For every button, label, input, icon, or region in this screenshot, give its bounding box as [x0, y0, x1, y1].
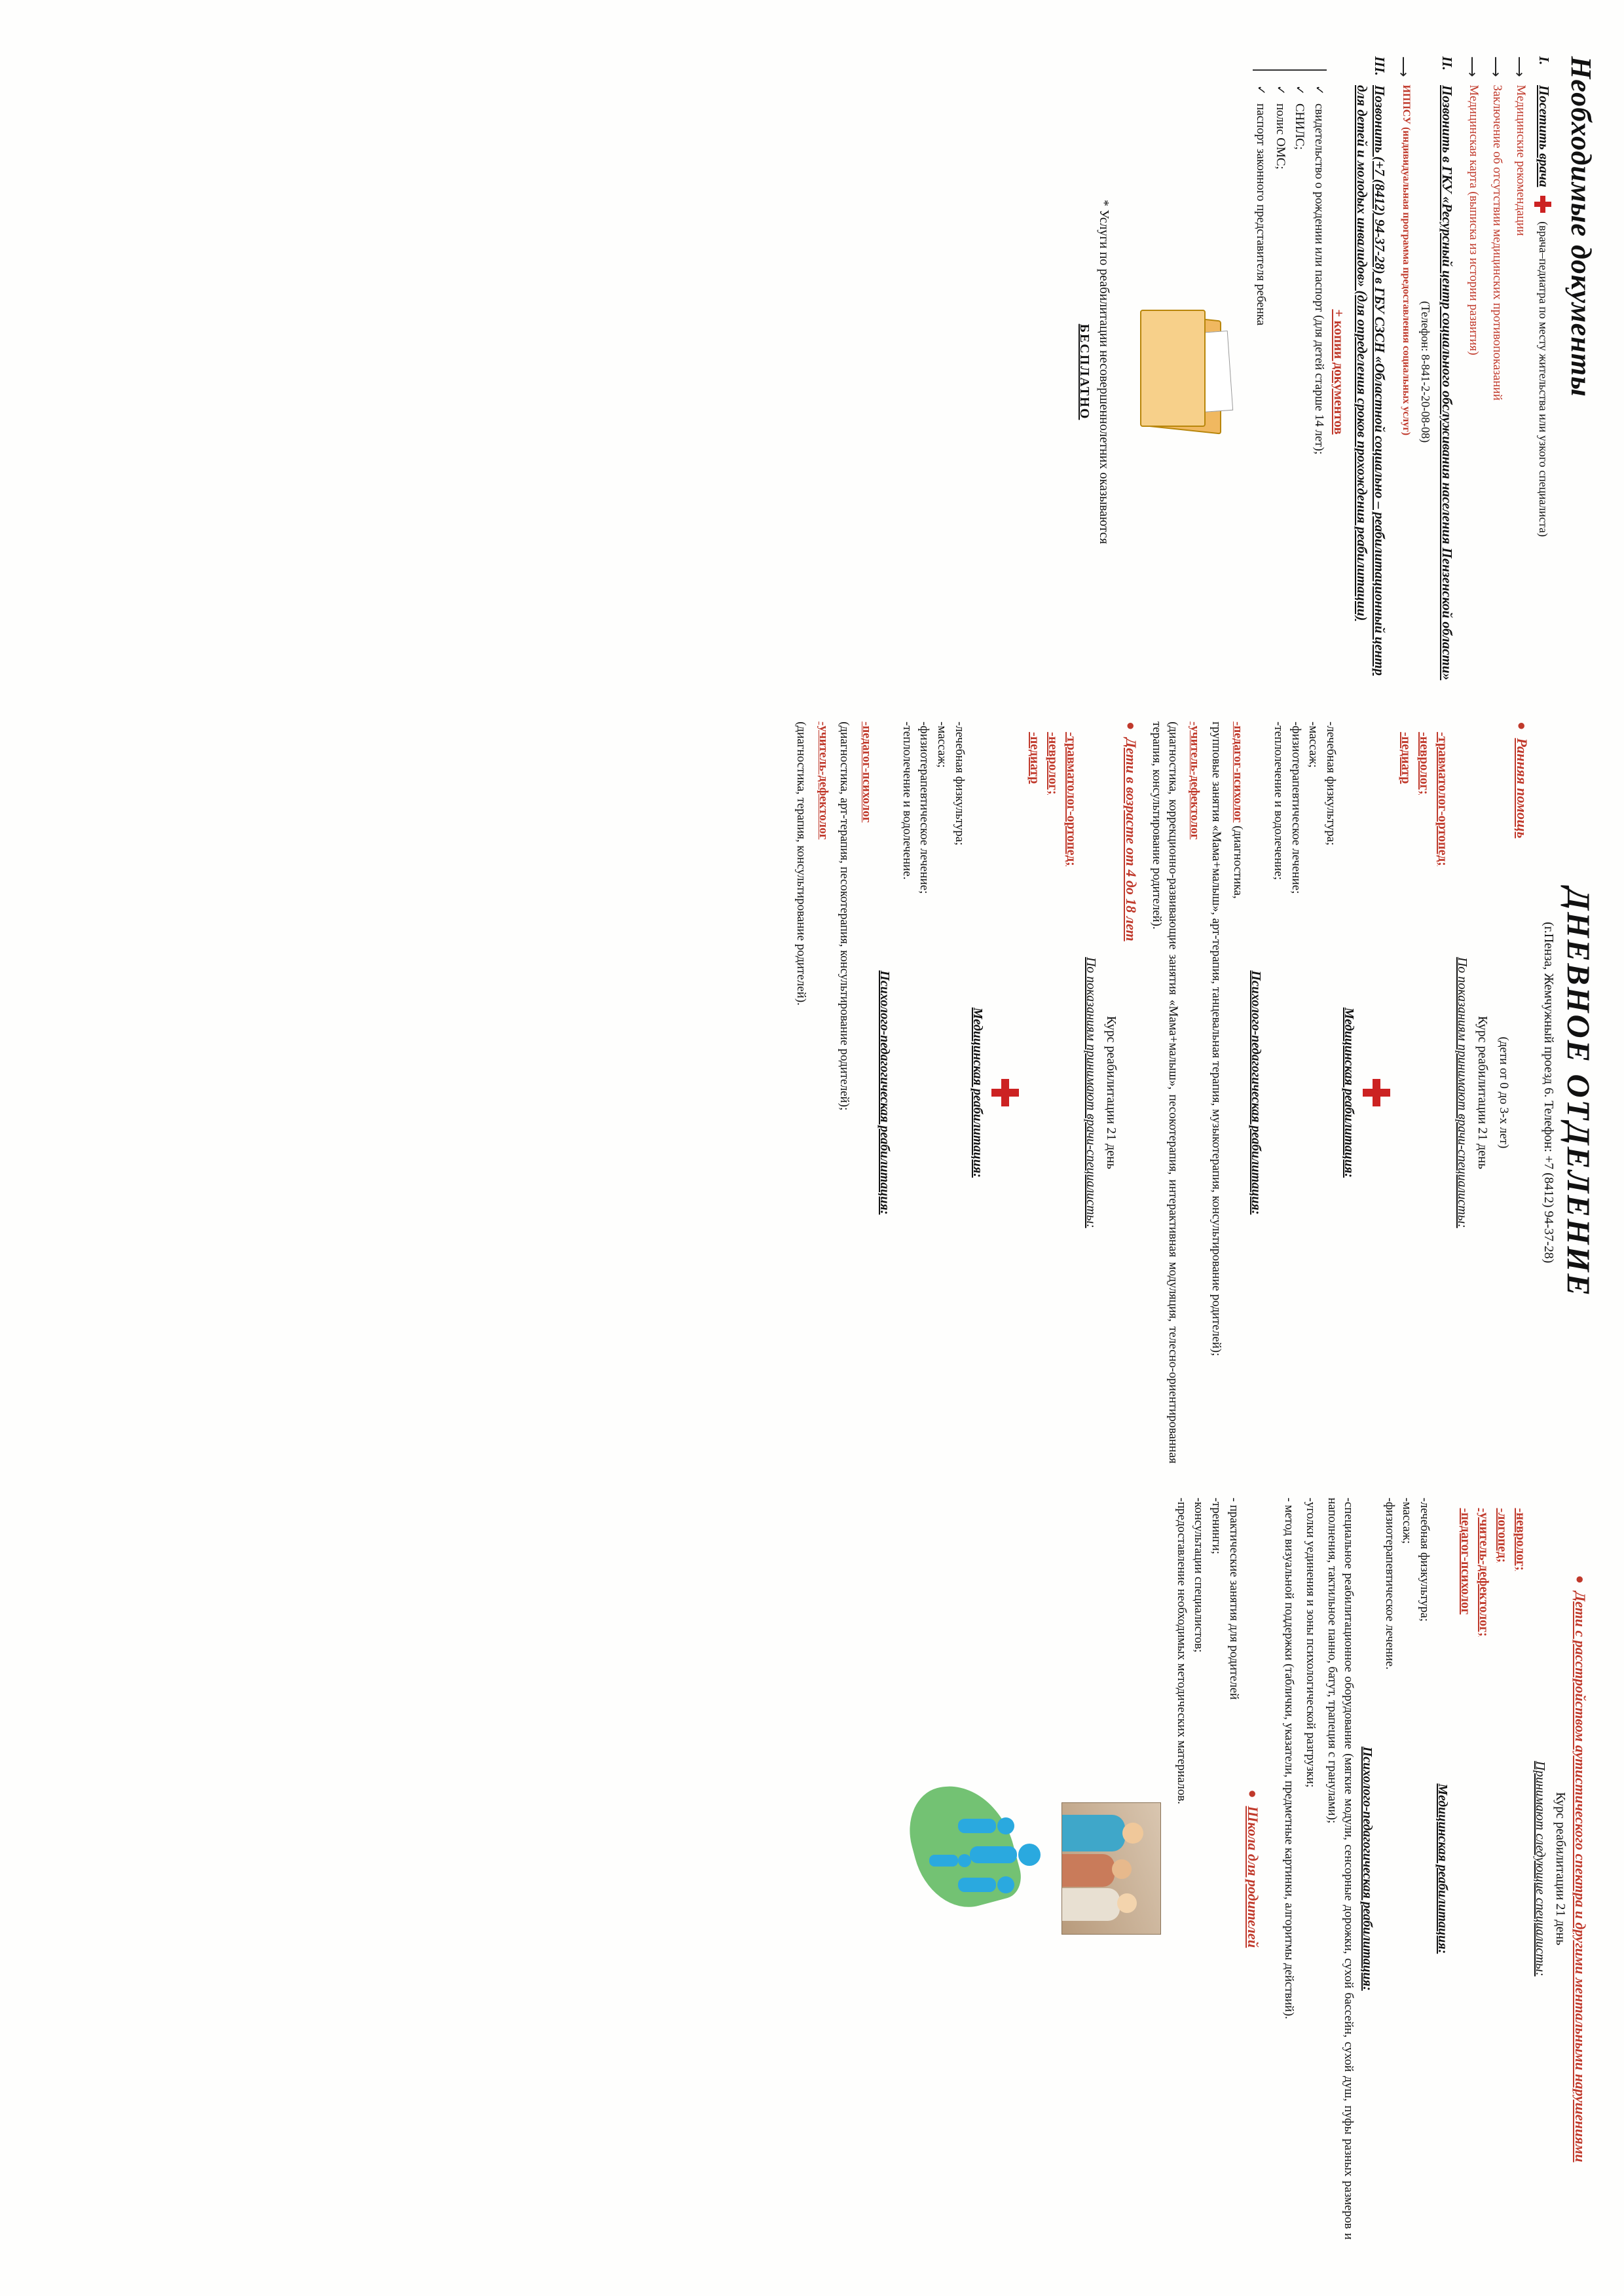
line-item: -теплолечение и водолечение;	[1271, 721, 1285, 881]
arrow-icon: ⟶	[1395, 56, 1412, 77]
arrow-icon: ⟶	[1511, 56, 1528, 77]
children-psy-note-2: (диагностика, терапия, консультирование родителей).	[794, 721, 809, 1006]
branch-row-ippsu	[1396, 56, 1412, 687]
line-item: -предоставление необходимых методических материалов.	[1174, 1497, 1189, 1804]
children-course: Курс реабилитации 21 день	[1103, 1015, 1118, 1169]
resource-center-phone: (Телефон: 8-841-2-20-08-08)	[1418, 301, 1432, 443]
branch-label-1: Медицинские рекомендации	[1513, 84, 1528, 236]
children-specialists	[1025, 721, 1080, 1463]
ippsu-label: ИППСУ (индивидуальная программа предоставления социальных услуг)	[1400, 84, 1412, 436]
documents-bracket	[1253, 69, 1327, 687]
list-item-2	[1439, 56, 1456, 687]
early-help-course: Курс реабилитации 21 день	[1475, 1015, 1490, 1169]
children-psy-note-1: (диагностика, арт-терапия, песокотерапия, консультирование родителей);	[838, 721, 852, 1111]
specialist-item: -учитель-дефектолог;	[1477, 1508, 1491, 1637]
children-photo-icon	[1061, 1802, 1161, 1935]
bullet-icon: ●	[1514, 721, 1530, 731]
documents-checklist	[1253, 80, 1327, 687]
list-item-1	[1534, 56, 1553, 687]
early-help-psy-specialists	[1230, 721, 1246, 1463]
children-medical-lines	[898, 721, 967, 1463]
column-documents	[26, 39, 1598, 704]
early-help-specialists	[1397, 721, 1452, 1463]
item-3-lead: Позвонить (+7 (8412) 94-37-28) в ГБУ СЗСН «Областной социально – реабилитационный центр для детей и молодых инвалидов» (для определения сроков прохождения реабилитации)	[1354, 85, 1388, 676]
autism-psy-text-3: - метод визуальной поддержки (таблички, указатели, предметные картинки, алгоритмы действий).	[1282, 1497, 1296, 2020]
autism-psy-text-2: -уголки уединения и зоны психологической разгрузки;	[1303, 1497, 1318, 1788]
line-item: -теплолечение и водолечение.	[900, 721, 914, 880]
early-help-psy-head: Психолого-педагогическая реабилитация:	[1249, 970, 1264, 1215]
line-item: -лечебная физкультура;	[1418, 1497, 1431, 1622]
line-item: -лечебная физкультура;	[952, 721, 967, 846]
block-children-title: Дети в возрасте от 4 до 18 лет	[1122, 738, 1139, 941]
block-autism-title: Дети с расстройством аутистического спектра и другими ментальными нарушениями	[1572, 1592, 1589, 2162]
psy-specialist-item: -учитель-дефектолог	[817, 721, 831, 840]
line-item: -тренинги;	[1209, 1497, 1223, 1555]
block-autism-header	[1572, 1498, 1589, 2240]
specialist-item: -педиатр	[1399, 732, 1413, 784]
line-item: -консультации специалистов;	[1192, 1497, 1206, 1653]
page-title: Необходимые документы	[1565, 56, 1597, 397]
early-help-psy-note-2: (диагностика, коррекционно-развивающие занятия «Мама+малыш», песокотерапия, интерактивная модуляция, телесно-ориентированная терапия, консультирование родителей).	[1149, 721, 1180, 1464]
early-help-specialists-intro: По показаниям принимают врачи-специалисты:	[1455, 957, 1469, 1228]
bullet-icon: ●	[1244, 1789, 1261, 1798]
autism-specialists	[1456, 1498, 1530, 2240]
bullet-icon: ●	[1572, 1575, 1589, 1584]
footnote-text: * Услуги по реабилитации несовершеннолетних оказываются	[1097, 200, 1112, 544]
line-item: -лечебная физкультура;	[1324, 721, 1338, 846]
branch-row	[1488, 56, 1504, 687]
specialist-item: -травматолог-ортопед;	[1435, 732, 1450, 866]
branch-row	[1512, 56, 1528, 687]
psy-note-1: (диагностика,	[1231, 826, 1246, 899]
line-item: -физиотерапевтическое лечение.	[1382, 1497, 1397, 1670]
branch-label-3: Медицинская карта (выписка из истории развития)	[1466, 84, 1481, 355]
specialist-item: -невролог;	[1513, 1508, 1528, 1571]
line-item: -массаж;	[1400, 1497, 1414, 1544]
list-item: ✓ СНИЛС;	[1292, 84, 1308, 687]
children-psy-head: Психолого-педагогическая реабилитация:	[877, 970, 892, 1215]
folder-documents-icon	[1135, 310, 1233, 434]
line-item: -массаж;	[934, 721, 949, 768]
list-item: ✓ паспорт законного представителя ребенка	[1253, 84, 1268, 687]
column-day-department	[26, 704, 1598, 1480]
autism-psy-head: Психолого-педагогическая реабилитация:	[1359, 1746, 1375, 1991]
copies-documents-title: + копии документов	[1331, 309, 1348, 435]
three-column-layout	[26, 39, 1598, 2257]
autism-specialists-intro: Принимают следующие специалисты:	[1533, 1760, 1547, 1977]
column-autism-and-parents	[26, 1481, 1598, 2257]
item-number-3: III.	[1371, 56, 1388, 76]
list-item: ✓ полис ОМС;	[1272, 84, 1288, 687]
branch-label-2: Заключение об отсутствии медицинских противопоказаний	[1490, 84, 1504, 401]
item-1-lead: Посетить врача	[1536, 85, 1552, 187]
line-item: -массаж;	[1306, 721, 1321, 768]
bullet-icon: ●	[1122, 721, 1139, 731]
specialist-item: -логопед;	[1495, 1508, 1509, 1563]
autism-course: Курс реабилитации 21 день	[1553, 1792, 1568, 1946]
specialist-item: -педагог-психолог	[1458, 1508, 1473, 1614]
list-item-3	[1354, 56, 1388, 687]
block-parents-school-title: Школа для родителей	[1244, 1806, 1261, 1948]
item-number-2: II.	[1439, 56, 1455, 71]
psy-specialist-item: -учитель-дефектолог	[1188, 721, 1202, 840]
footnote	[1076, 56, 1113, 687]
specialist-item: -травматолог-ортопед;	[1063, 732, 1079, 866]
early-help-age-note: (дети от 0 до 3-х лет)	[1497, 1036, 1511, 1149]
early-help-psy-text: групповые занятия «Мама+малыш», арт-терапия, танцевальная терапия, музыкотерапия, консультирование родителей);	[1209, 721, 1223, 1357]
autism-medical-lines	[1381, 1498, 1432, 2240]
medical-cross-icon	[1363, 1079, 1390, 1106]
early-help-medical-head: Медицинская реабилитация:	[1342, 1007, 1356, 1178]
children-specialists-intro: По показаниям принимают врачи-специалисты:	[1083, 957, 1098, 1228]
specialist-item: -невролог;	[1417, 732, 1431, 795]
section-title: ДНЕВНОЕ ОТДЕЛЕНИЕ	[1560, 887, 1597, 1298]
block-early-help-header	[1513, 721, 1530, 1463]
item-1-rest: (врача–педиатра по месту жительства или узкого специалиста)	[1537, 221, 1550, 537]
arrow-icon: ⟶	[1464, 56, 1481, 77]
specialist-item: -педиатр	[1027, 732, 1042, 784]
address-line: (г.Пенза, Жемчужный проезд 6. Телефон: +7 (8412) 94-37-28)	[1541, 922, 1556, 1264]
early-help-medical-lines	[1270, 721, 1338, 1463]
autism-psy-text-1: -специальное реабилитационное оборудование (мягкие модули, сенсорные дорожки, сухой бассейн, сухой душ, пуфы разных размеров и наполнения, тактильное панно, батут, трапеция с гранулами);	[1325, 1497, 1356, 2240]
line-item: - практические занятия для родителей	[1227, 1497, 1241, 1700]
block-early-help-title: Ранняя помощь	[1514, 738, 1530, 839]
specialist-item: -невролог;	[1045, 732, 1060, 795]
arrow-icon: ⟶	[1487, 56, 1504, 77]
children-medical-head: Медицинская реабилитация:	[970, 1007, 985, 1178]
medical-cross-icon	[991, 1079, 1019, 1106]
medical-cross-icon	[1534, 196, 1551, 213]
block-children-header	[1122, 721, 1139, 1463]
hand-and-people-logo-icon	[913, 1783, 1044, 1954]
list-item: ✓ свидетельство о рождении или паспорт (для детей старше 14 лет);	[1311, 84, 1327, 687]
autism-medical-head: Медицинская реабилитация:	[1435, 1783, 1450, 1954]
item-2-lead: Позвонить в ГКУ «Ресурсный центр социального обслуживания населения Пензенской области»	[1439, 85, 1455, 681]
footnote-free: БЕСПЛАТНО	[1077, 323, 1092, 420]
block-parents-school-header	[1244, 1498, 1261, 2240]
line-item: -физиотерапевтическое лечение;	[1289, 721, 1303, 894]
psy-specialist-item: -педагог-психолог	[1231, 721, 1246, 823]
parents-school-lines	[1173, 1498, 1242, 2240]
branch-row	[1465, 56, 1481, 687]
item-1-branches	[1465, 56, 1528, 687]
line-item: -физиотерапевтическое лечение;	[917, 721, 932, 894]
item-number-1: I.	[1536, 56, 1552, 65]
psy-specialist-item: -педагог-психолог	[859, 721, 874, 823]
